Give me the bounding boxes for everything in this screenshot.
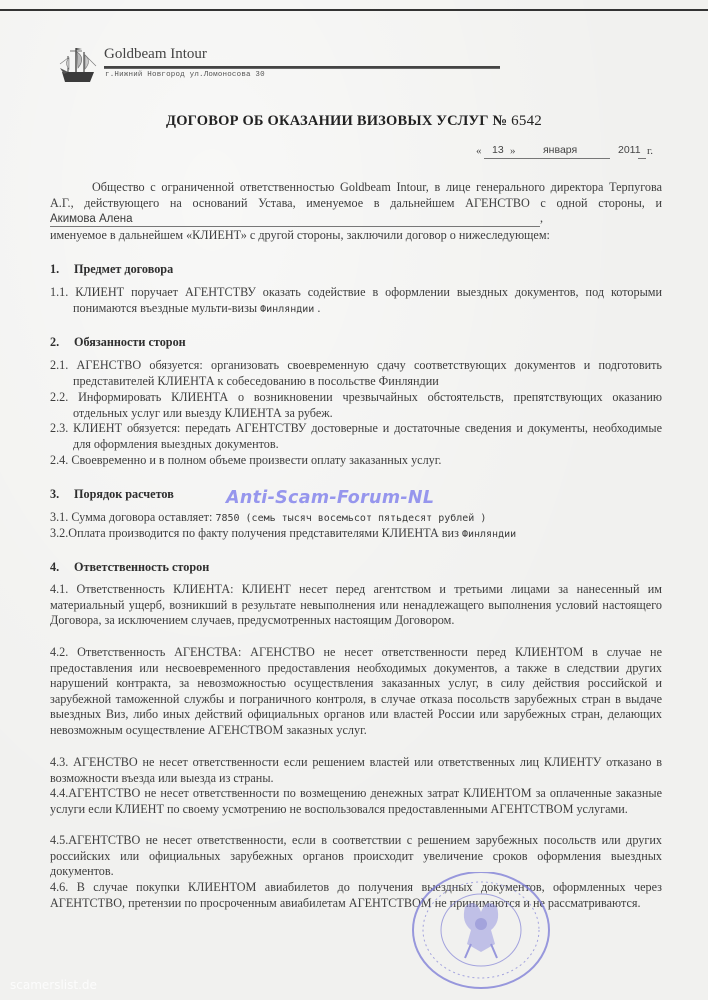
date-close-quote: » xyxy=(510,145,516,157)
document-title xyxy=(0,113,708,130)
section-title: Обязанности сторон xyxy=(74,335,186,349)
clause-4-1: 4.1. Ответственность КЛИЕНТА: КЛИЕНТ несет перед агентством и третьими лицами за нанесенный им материальный ущерб, возникший в результате невыполнения или ненадлежащего выполнения условий настоящего Договора, за исключением случаев, предусмотренных настоящим Договором. xyxy=(50,582,662,628)
section-title: Ответственность сторон xyxy=(74,560,210,574)
letterhead-rule xyxy=(104,66,500,69)
section-heading: 2. Обязанности сторон xyxy=(50,335,186,349)
date-month: января xyxy=(543,144,578,156)
visa-country-fill: Финляндии xyxy=(461,529,517,540)
clause-2-1: 2.1. АГЕНСТВО обязуется: организовать своевременную сдачу соответствующих документов и подготовить представителей КЛИЕНТА к собеседованию в посольстве Финляндии xyxy=(50,358,662,388)
clause-3-2: 3.2.Оплата производится по факту получения представителями КЛИЕНТА виз Финляндии xyxy=(50,526,517,540)
clause-4-2: 4.2. Ответственность АГЕНСТВА: АГЕНСТВО не несет ответственности перед КЛИЕНТОМ в случае не предоставления или несвоевременного предоставления необходимых документов, а также в следствии других нарушений контракта, за невозможностью осуществления заказанных услуг, в силу действия российской и зарубежной таможенной службы и пограничного контроля, в случае отказа посольств зарубежных стран в выдаче выездных Виз, либо иных действий официальных органов или властей России или зарубежных стран, делающих невозможным осуществление АГЕНСТВОМ заказных услуг. xyxy=(50,645,662,737)
section-heading: 1. Предмет договора xyxy=(50,262,174,276)
section-title: Порядок расчетов xyxy=(74,487,174,501)
site-watermark: scamerslist.de xyxy=(10,978,97,992)
client-name: Акимова Алена xyxy=(50,213,133,226)
contract-number: 6542 xyxy=(511,113,542,129)
date-open-quote: « xyxy=(476,145,482,157)
client-name-comma: , xyxy=(540,211,544,226)
clause-4-5: 4.5.АГЕНТСТВО не несет ответственности, если в соответствии с решением зарубежных посольств или других российских или официальных зарубежных органов происходит увеличение сроков оформления выездных документов. xyxy=(50,833,662,879)
forum-watermark: Anti-Scam-Forum-NL xyxy=(226,488,435,508)
year-underline xyxy=(638,158,646,159)
clause-1-1: 1.1. КЛИЕНТ поручает АГЕНТСТВУ оказать содействие в оформлении выездных документов, под которыми понимаются въездные мульти-визы Финляндии . xyxy=(50,285,662,315)
visa-country-fill: Финляндии xyxy=(260,303,315,315)
date-day: 13 xyxy=(492,144,504,156)
client-name-field xyxy=(50,211,540,228)
section-title: Предмет договора xyxy=(74,262,174,276)
contract-amount-fill: 7850 (семь тысяч восемьсот пятьдесят рублей ) xyxy=(215,513,487,524)
clause-3-1: 3.1. Сумма договора оставляет: 7850 (семь тысяч восемьсот пятьдесят рублей ) xyxy=(50,510,487,524)
section-heading: 3. Порядок расчетов xyxy=(50,487,174,501)
sailing-ship-icon xyxy=(56,44,100,84)
clause-4-4: 4.4.АГЕНТСТВО не несет ответственности по возмещению денежных затрат КЛИЕНТОМ за оплаченные заказные услуги если КЛИЕНТ по своему усмотрению не воспользовался предоставленными АГЕНТСТВОМ услугами. xyxy=(50,786,662,816)
date-underline xyxy=(484,158,610,159)
company-seal-stamp-icon xyxy=(405,872,555,994)
preamble-text: Общество с ограниченной ответственностью Goldbeam Intour, в лице генерального директора Терпугова А.Г., действующего на оснований Устава, именуемое в дальнейшем АГЕНСТВО с одной стороны, и xyxy=(50,180,662,210)
date-suffix: г. xyxy=(647,145,654,157)
section-heading: 4. Ответственность сторон xyxy=(50,560,210,574)
company-address: г.Нижний Новгород ул.Ломоносова 30 xyxy=(105,71,265,79)
scan-top-border xyxy=(0,9,708,11)
contract-date xyxy=(476,144,686,160)
clause-4-6: 4.6. В случае покупки КЛИЕНТОМ авиабилетов до получения выездных документов, оформленных через АГЕНТСТВО, претензии по просроченным авиабилетам АГЕНТСТВОМ не принимаются и не рассматриваются. xyxy=(50,880,662,910)
clause-2-4: 2.4. Своевременно и в полном объеме произвести оплату заказанных услуг. xyxy=(50,453,442,467)
company-name: Goldbeam Intour xyxy=(104,46,207,62)
date-year: 2011 xyxy=(618,144,641,156)
preamble-end: именуемое в дальнейшем «КЛИЕНТ» с другой стороны, заключили договор о нижеследующем: xyxy=(50,228,550,242)
clause-2-3: 2.3. КЛИЕНТ обязуется: передать АГЕНТСТВУ достоверные и достаточные сведения и документы, необходимые для оформления выездных документов. xyxy=(50,421,662,451)
preamble xyxy=(50,180,662,228)
clause-4-3: 4.3. АГЕНСТВО не несет ответственности если решением властей или ответственных лиц КЛИЕНТУ отказано в возможности въезда или выезда из страны. xyxy=(50,755,662,785)
title-text: ДОГОВОР ОБ ОКАЗАНИИ ВИЗОВЫХ УСЛУГ № xyxy=(166,113,508,129)
clause-2-2: 2.2. Информировать КЛИЕНТА о возникновении чрезвычайных обстоятельств, препятствующих оказанию отдельных услуг или выезду КЛИЕНТА за рубеж. xyxy=(50,390,662,420)
